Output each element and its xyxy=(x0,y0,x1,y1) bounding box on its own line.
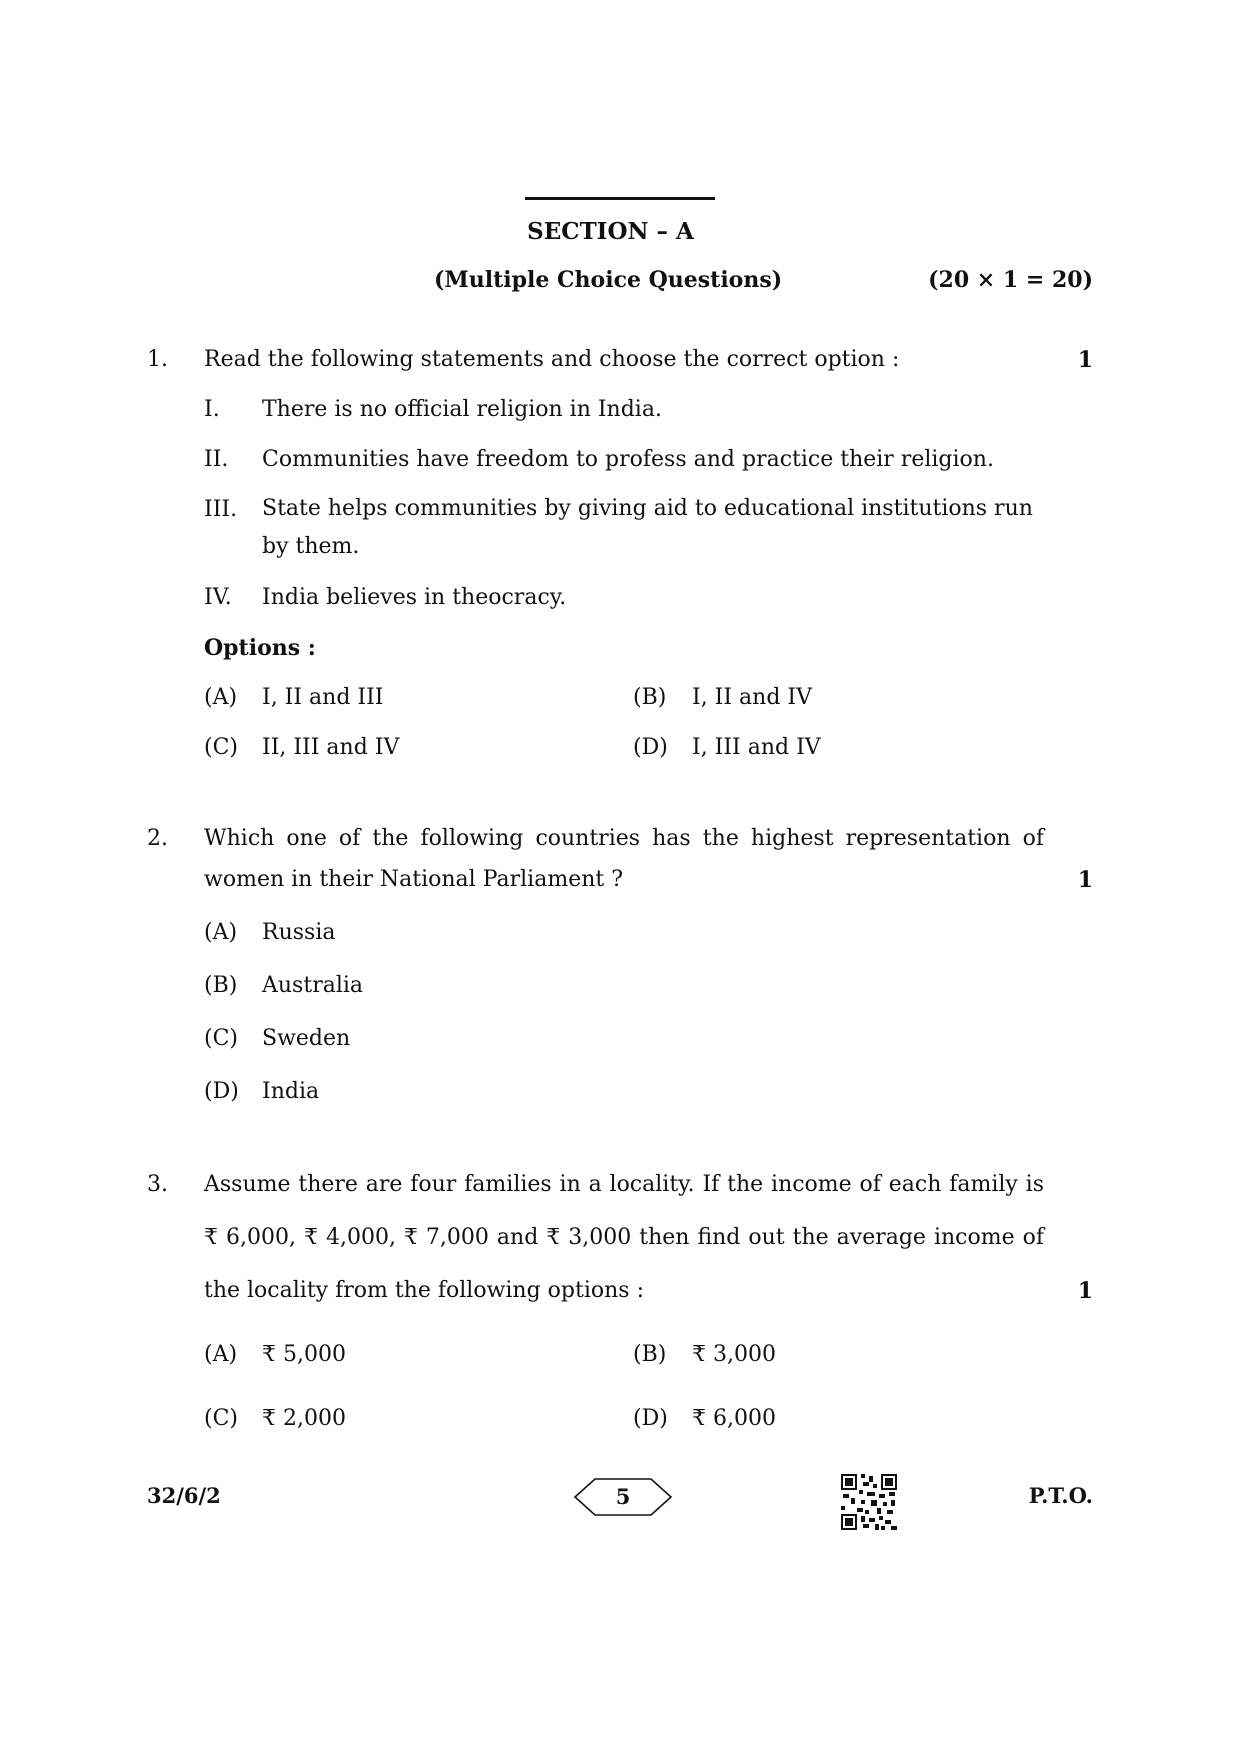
qr-code-icon xyxy=(841,1474,897,1530)
statement-label: I. xyxy=(204,397,220,422)
statement-text: India believes in theocracy. xyxy=(262,585,567,610)
statement-text: Communities have freedom to profess and practice their religion. xyxy=(262,447,994,472)
please-turn-over: P.T.O. xyxy=(1028,1483,1093,1508)
question-text: Read the following statements and choose the correct option : xyxy=(204,347,900,372)
section-title: SECTION – A xyxy=(527,218,694,245)
statement-label: IV. xyxy=(204,585,232,610)
question-marks: 1 xyxy=(1077,1278,1093,1304)
header-rule xyxy=(525,197,715,200)
option-label: (A) xyxy=(204,1342,238,1367)
question-text-line: ₹ 6,000, ₹ 4,000, ₹ 7,000 and ₹ 3,000 then find out the average income of xyxy=(204,1225,1044,1250)
option-label: (A) xyxy=(204,685,238,710)
option-label: (D) xyxy=(633,735,668,760)
options-heading: Options : xyxy=(204,635,316,661)
option-label: (D) xyxy=(633,1406,668,1431)
statement-label: III. xyxy=(204,497,238,522)
option-text: ₹ 2,000 xyxy=(262,1406,346,1431)
option-text: I, II and IV xyxy=(692,685,812,710)
paper-code: 32/6/2 xyxy=(147,1483,221,1508)
option-label: (C) xyxy=(204,1406,238,1431)
option-text: ₹ 6,000 xyxy=(692,1406,776,1431)
option-text: II, III and IV xyxy=(262,735,400,760)
option-label: (D) xyxy=(204,1079,239,1104)
option-text: India xyxy=(262,1079,320,1104)
question-text-line: Assume there are four families in a locality. If the income of each family is xyxy=(204,1172,1044,1197)
section-subtitle: (Multiple Choice Questions) xyxy=(434,267,783,293)
question-number: 1. xyxy=(147,347,168,372)
option-text: Russia xyxy=(262,920,336,945)
question-number: 3. xyxy=(147,1172,168,1197)
option-label: (B) xyxy=(633,685,667,710)
statement-text: There is no official religion in India. xyxy=(262,397,662,422)
page-number-badge xyxy=(573,1476,673,1518)
question-number: 2. xyxy=(147,826,168,851)
option-label: (B) xyxy=(204,973,238,998)
question-text-line: women in their National Parliament ? xyxy=(204,867,624,892)
statement-label: II. xyxy=(204,447,229,472)
option-label: (A) xyxy=(204,920,238,945)
option-text: Australia xyxy=(262,973,364,998)
option-text: ₹ 5,000 xyxy=(262,1342,346,1367)
option-label: (C) xyxy=(204,1026,238,1051)
section-marks-total: (20 × 1 = 20) xyxy=(928,267,1093,293)
question-marks: 1 xyxy=(1077,867,1093,893)
option-label: (B) xyxy=(633,1342,667,1367)
question-text-line: Which one of the following countries has the highest representation of xyxy=(204,826,1044,851)
question-marks: 1 xyxy=(1077,347,1093,373)
option-text: ₹ 3,000 xyxy=(692,1342,776,1367)
option-text: I, II and III xyxy=(262,685,384,710)
option-label: (C) xyxy=(204,735,238,760)
page-number: 5 xyxy=(615,1484,631,1509)
option-text: I, III and IV xyxy=(692,735,821,760)
statement-text: State helps communities by giving aid to educational institutions run by them. xyxy=(262,496,1033,559)
question-text-line: the locality from the following options : xyxy=(204,1278,644,1303)
option-text: Sweden xyxy=(262,1026,351,1051)
